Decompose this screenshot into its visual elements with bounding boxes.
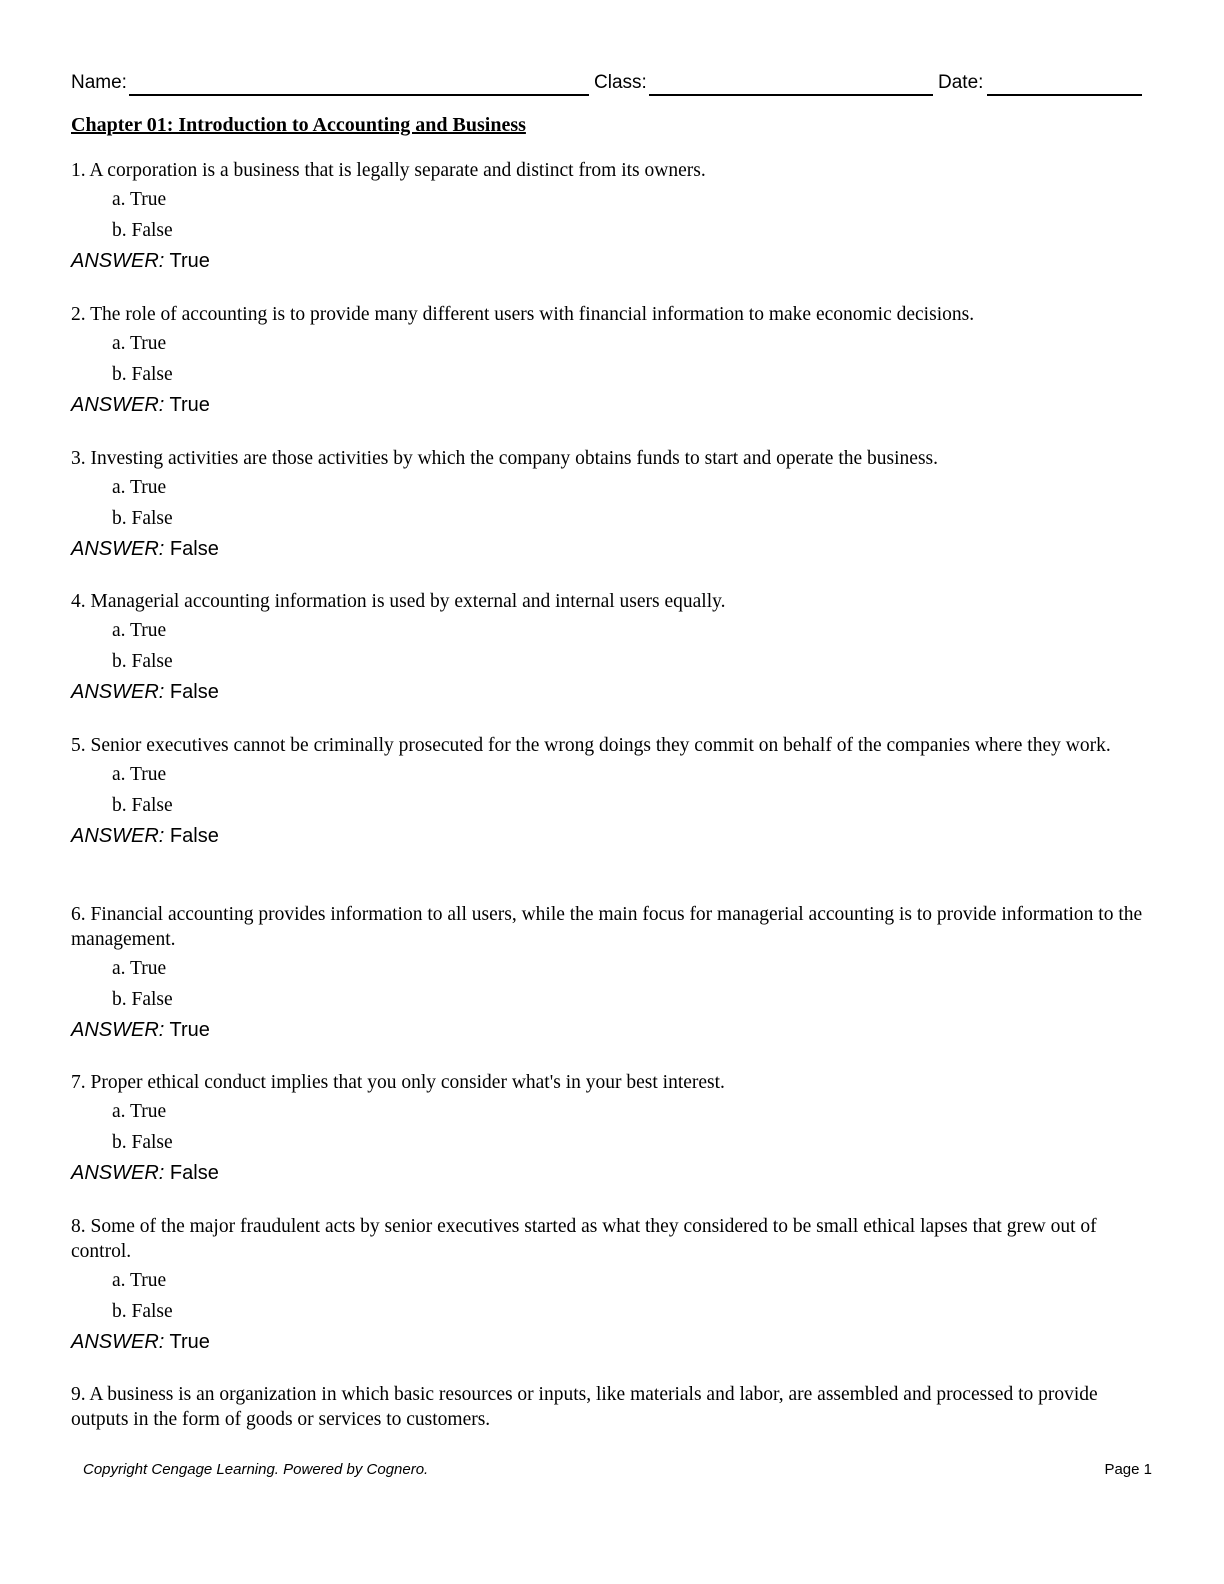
question-stem: 5. Senior executives cannot be criminally prosecuted for the wrong doings they commit on behalf of the companies where they work. xyxy=(71,735,1111,756)
class-blank-line xyxy=(649,94,933,96)
answer-value: False xyxy=(169,825,219,847)
question-stem: 1. A corporation is a business that is legally separate and distinct from its owners. xyxy=(71,160,706,181)
answer-line xyxy=(71,390,1151,420)
question-stem: 2. The role of accounting is to provide many different users with financial information to make economic decisions. xyxy=(71,304,975,325)
answer-line xyxy=(71,1015,1151,1045)
answer-value: True xyxy=(169,1019,210,1041)
name-blank-line xyxy=(129,94,589,96)
option-false: b. False xyxy=(112,795,173,816)
answer-value: True xyxy=(169,394,210,416)
date-blank-line xyxy=(987,94,1142,96)
answer-label: ANSWER: xyxy=(71,1331,165,1353)
option-false: b. False xyxy=(112,220,173,241)
question-item xyxy=(71,1382,1151,1432)
answer-value: True xyxy=(169,1331,210,1353)
question-item xyxy=(71,589,1151,707)
date-label: Date: xyxy=(938,72,984,93)
answer-value: True xyxy=(169,250,210,272)
answer-label: ANSWER: xyxy=(71,681,165,703)
option-true: a. True xyxy=(112,1101,167,1122)
answer-label: ANSWER: xyxy=(71,250,165,272)
answer-line xyxy=(71,677,1151,707)
option-false: b. False xyxy=(112,1301,173,1322)
question-stem: 9. A business is an organization in which basic resources or inputs, like materials and labor, are assembled and processed to provide outputs in the form of goods or services to customers. xyxy=(71,1384,1098,1430)
question-stem: 8. Some of the major fraudulent acts by senior executives started as what they considered to be small ethical lapses that grew out of control. xyxy=(71,1216,1097,1262)
question-stem: 6. Financial accounting provides information to all users, while the main focus for managerial accounting is to provide information to the management. xyxy=(71,904,1143,950)
option-false: b. False xyxy=(112,651,173,672)
question-stem: 4. Managerial accounting information is used by external and internal users equally. xyxy=(71,591,726,612)
option-true: a. True xyxy=(112,477,167,498)
option-false: b. False xyxy=(112,364,173,385)
chapter-title: Chapter 01: Introduction to Accounting and Business xyxy=(71,114,526,136)
question-stem: 7. Proper ethical conduct implies that you only consider what's in your best interest. xyxy=(71,1072,725,1093)
question-item xyxy=(71,902,1151,1045)
name-label: Name: xyxy=(71,72,127,93)
answer-label: ANSWER: xyxy=(71,538,165,560)
answer-value: False xyxy=(169,538,219,560)
question-item xyxy=(71,1070,1151,1188)
question-item xyxy=(71,446,1151,564)
question-item xyxy=(71,733,1151,851)
option-true: a. True xyxy=(112,764,167,785)
question-item xyxy=(71,302,1151,420)
option-false: b. False xyxy=(112,508,173,529)
answer-line xyxy=(71,534,1151,564)
answer-line xyxy=(71,1158,1151,1188)
answer-value: False xyxy=(169,1162,219,1184)
answer-line xyxy=(71,821,1151,851)
answer-label: ANSWER: xyxy=(71,394,165,416)
question-stem: 3. Investing activities are those activities by which the company obtains funds to start and operate the business. xyxy=(71,448,938,469)
question-item xyxy=(71,1214,1151,1357)
answer-label: ANSWER: xyxy=(71,1162,165,1184)
answer-label: ANSWER: xyxy=(71,825,165,847)
class-label: Class: xyxy=(594,72,647,93)
answer-line xyxy=(71,1327,1151,1357)
page-number: Page 1 xyxy=(1104,1461,1152,1478)
option-false: b. False xyxy=(112,1132,173,1153)
option-true: a. True xyxy=(112,189,167,210)
option-true: a. True xyxy=(112,958,167,979)
option-false: b. False xyxy=(112,989,173,1010)
option-true: a. True xyxy=(112,333,167,354)
question-item xyxy=(71,158,1151,276)
answer-label: ANSWER: xyxy=(71,1019,165,1041)
option-true: a. True xyxy=(112,1270,167,1291)
answer-line xyxy=(71,246,1151,276)
option-true: a. True xyxy=(112,620,167,641)
answer-value: False xyxy=(169,681,219,703)
copyright-footer: Copyright Cengage Learning. Powered by Cognero. xyxy=(83,1461,429,1478)
